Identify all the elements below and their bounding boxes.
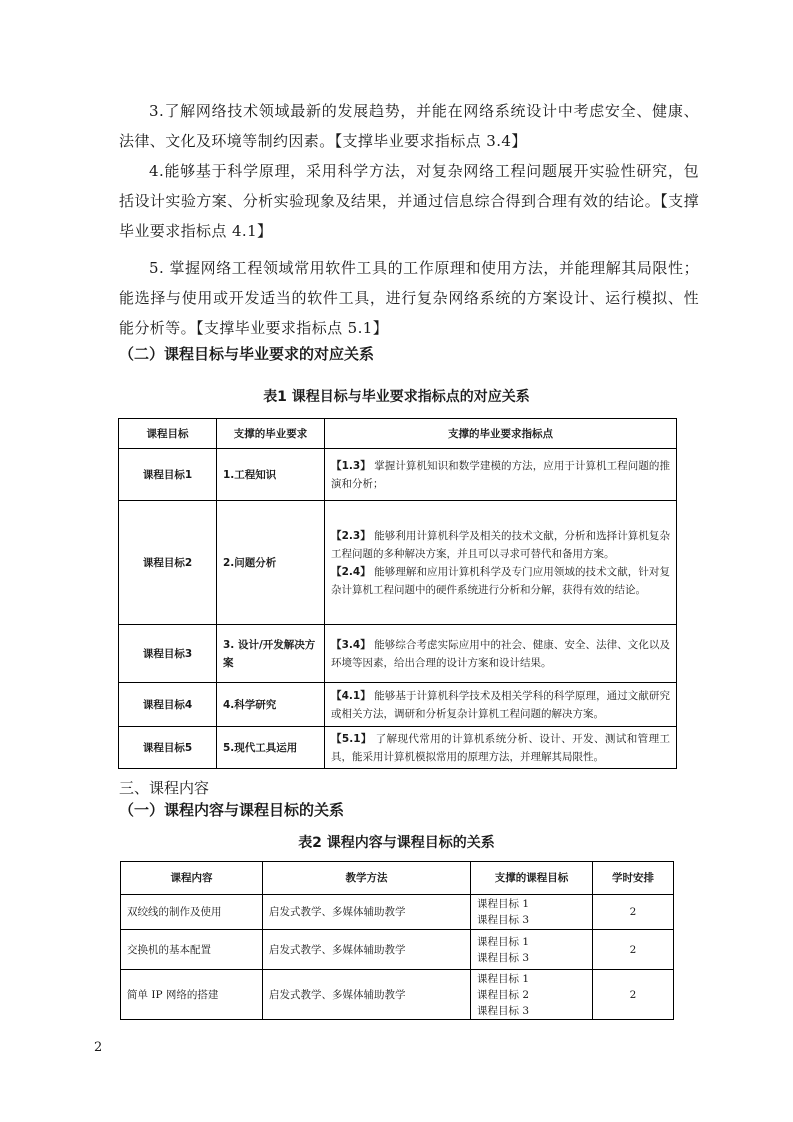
table-row (121, 895, 674, 930)
table-header-cell: 课程内容 (121, 862, 263, 895)
table-content-goals (120, 861, 674, 1020)
section-heading-course-content: 三、课程内容 (119, 779, 210, 797)
table-header-row (121, 862, 674, 895)
content-cell: 双绞线的制作及使用 (121, 895, 263, 930)
requirement-cell: 4.科学研究 (217, 683, 325, 727)
paragraph-goal-5: 5. 掌握网络工程领域常用软件工具的工作原理和使用方法，并能理解其局限性；能选择与使用或开发适当的软件工具，进行复杂网络系统的方案设计、运行模拟、性能分析等。【支撑毕业要求指标点 5.1】 (119, 259, 699, 337)
goals-cell (471, 930, 593, 970)
goal-line: 课程目标 3 (477, 951, 530, 964)
goal-line: 课程目标 2 (477, 988, 530, 1001)
indicator-code: 【3.4】 (331, 638, 371, 651)
goal-cell: 课程目标3 (119, 625, 217, 683)
table-header-cell: 支撑的课程目标 (471, 862, 593, 895)
content-cell: 简单 IP 网络的搭建 (121, 970, 263, 1020)
goal-line: 课程目标 1 (477, 972, 530, 985)
method-cell: 启发式教学、多媒体辅助教学 (263, 895, 471, 930)
table-header-cell: 支撑的毕业要求指标点 (325, 419, 677, 449)
goal-cell: 课程目标2 (119, 501, 217, 625)
goal-line: 课程目标 1 (477, 935, 530, 948)
paragraph-goal-3: 3.了解网络技术领域最新的发展趋势，并能在网络系统设计中考虑安全、健康、法律、文化及环境等制约因素。【支撑毕业要求指标点 3.4】 (119, 102, 699, 150)
indicator-text: 能够基于计算机科学技术及相关学科的科学原理，通过文献研究或相关方法，调研和分析复杂计算机工程问题的解决方案。 (331, 689, 670, 720)
table-row (119, 683, 677, 727)
indicator-code: 【1.3】 (331, 459, 371, 472)
table-row (121, 930, 674, 970)
goals-cell (471, 970, 593, 1020)
indicator-text: 掌握计算机知识和数学建模的方法，应用于计算机工程问题的推演和分析； (331, 459, 670, 490)
goal-line: 课程目标 3 (477, 914, 530, 926)
table-row (121, 970, 674, 1020)
hours-cell: 2 (593, 930, 674, 970)
table-header-row (119, 419, 677, 449)
table-row (119, 449, 677, 501)
hours-cell: 2 (593, 970, 674, 1020)
content-cell: 交换机的基本配置 (121, 930, 263, 970)
requirement-cell: 3. 设计/开发解决方案 (217, 625, 325, 683)
indicator-code: 【4.1】 (331, 689, 371, 702)
indicator-text: 了解现代常用的计算机系统分析、设计、开发、测试和管理工具，能采用计算机模拟常用的原理方法，并理解其局限性。 (331, 732, 670, 763)
indicator-code: 【5.1】 (331, 732, 372, 745)
indicator-text: 能够理解和应用计算机科学及专门应用领域的技术文献，针对复杂计算机工程问题中的硬件系统进行分析和分解，获得有效的结论。 (331, 565, 670, 596)
method-cell: 启发式教学、多媒体辅助教学 (263, 970, 471, 1020)
section-heading-goal-requirements: （二）课程目标与毕业要求的对应关系 (119, 345, 375, 363)
table-header-cell: 支撑的毕业要求 (217, 419, 325, 449)
goal-line: 课程目标 3 (477, 1004, 530, 1017)
table-goals-requirements (118, 418, 677, 769)
table-row (119, 501, 677, 625)
requirement-cell: 2.问题分析 (217, 501, 325, 625)
table1-caption: 表1 课程目标与毕业要求指标点的对应关系 (263, 389, 530, 405)
indicator-paragraph (331, 527, 670, 563)
table-row (119, 727, 677, 769)
table-header-cell: 课程目标 (119, 419, 217, 449)
table-header-cell: 学时安排 (593, 862, 674, 895)
goal-line: 课程目标 1 (477, 898, 530, 910)
indicator-cell (325, 683, 677, 727)
requirement-cell: 1.工程知识 (217, 449, 325, 501)
page-number: 2 (94, 1040, 103, 1055)
hours-cell: 2 (593, 895, 674, 930)
indicator-cell (325, 449, 677, 501)
method-cell: 启发式教学、多媒体辅助教学 (263, 930, 471, 970)
goal-cell: 课程目标4 (119, 683, 217, 727)
paragraph-goal-4: 4.能够基于科学原理，采用科学方法，对复杂网络工程问题展开实验性研究，包括设计实验方案、分析实验现象及结果，并通过信息综合得到合理有效的结论。【支撑毕业要求指标点 4.1】 (119, 162, 699, 240)
indicator-text: 能够利用计算机科学及相关的技术文献，分析和选择计算机复杂工程问题的多种解决方案，并且可以寻求可替代和备用方案。 (331, 529, 670, 560)
indicator-text: 能够综合考虑实际应用中的社会、健康、安全、法律、文化以及环境等因素，给出合理的设计方案和设计结果。 (331, 638, 670, 669)
table2-caption: 表2 课程内容与课程目标的关系 (298, 835, 495, 851)
subsection-heading-content-goals: （一）课程内容与课程目标的关系 (119, 801, 345, 819)
requirement-cell: 5.现代工具运用 (217, 727, 325, 769)
indicator-code: 【2.4】 (331, 565, 371, 578)
goals-cell (471, 895, 593, 930)
indicator-cell (325, 727, 677, 769)
indicator-cell (325, 501, 677, 625)
indicator-code: 【2.3】 (331, 529, 371, 542)
goal-cell: 课程目标1 (119, 449, 217, 501)
goal-cell: 课程目标5 (119, 727, 217, 769)
indicator-paragraph (331, 563, 670, 599)
table-header-cell: 教学方法 (263, 862, 471, 895)
table-row (119, 625, 677, 683)
indicator-cell (325, 625, 677, 683)
